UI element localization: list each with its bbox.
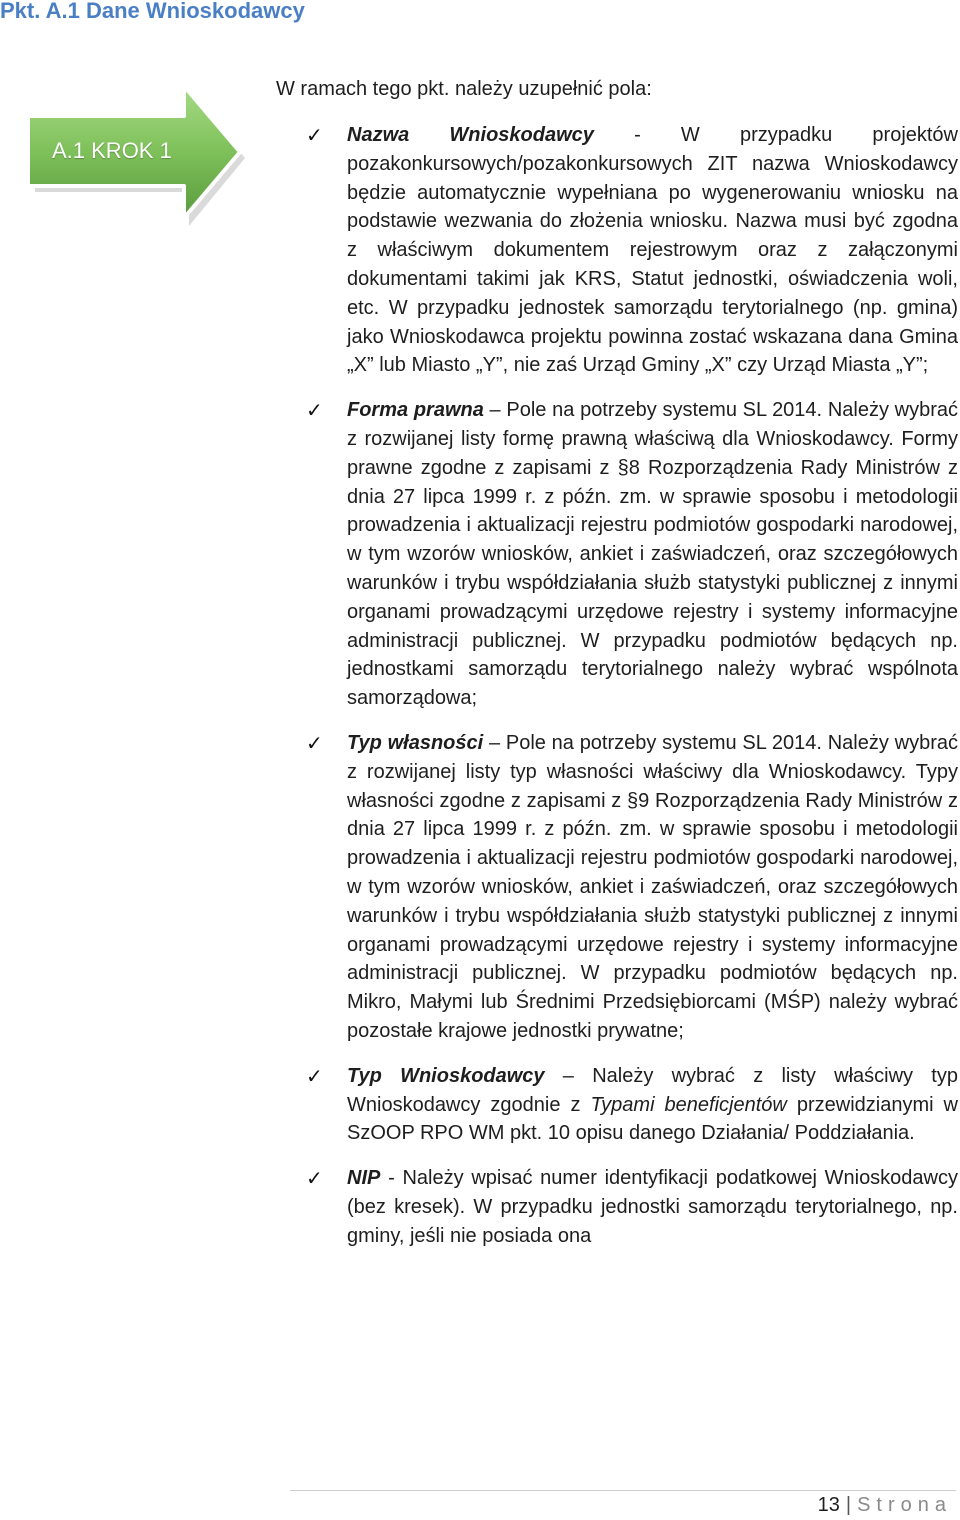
item-text: – Należy wybrać z listy właściwy typ Wnioskodawcy zgodnie z — [347, 1064, 958, 1116]
step-label: A.1 KROK 1 — [52, 138, 172, 163]
list-item — [306, 729, 958, 1046]
item-term: NIP — [347, 1167, 381, 1190]
item-term: Nazwa Wnioskodawcy — [347, 124, 594, 146]
item-text: – Pole na potrzeby systemu SL 2014. Należy wybrać z rozwijanej listy typ własności właściwy dla Wnioskodawcy. Typy własności zgodne z zapisami z §9 Rozporządzenia Rady Ministrów z dnia 27 lipca 1999 r. z późn. zm. w sprawie sposobu i metodologii prowadzenia i aktualizacji rejestru podmiotów gospodarki narodowej, w tym wzorów wniosków, ankiet i zaświadczeń, oraz szczegółowych warunków i trybu współdziałania służb statystyki publicznej z innymi organami prowadzącymi urzędowe rejestry i systemy informacyjne administracji publicznej. W przypadku podmiotów będących np. Mikro, Małymi lub Średnimi Przedsiębiorcami (MŚP) należy wybrać pozostałe krajowe jednostki prywatne; — [347, 731, 958, 1042]
item-text: - W przypadku projektów pozakonkursowych/pozakonkursowych ZIT nazwa Wnioskodawcy będzie automatycznie wypełniana po wygenerowaniu wniosku na podstawie wezwania do złożenia wniosku. Nazwa musi być zgodna z właściwym dokumentem rejestrowym oraz z załączonymi dokumentami takimi jak KRS, Statut jednostki, oświadczenia woli, etc. W przypadku jednostek samorządu terytorialnego (np. gmina) jako Wnioskodawca projektu powinna zostać wskazana dana Gmina „X” lub Miasto „Y”, nie zaś Urząd Gminy „X” czy Urząd Miasta „Y”; — [347, 124, 959, 377]
page-footer — [818, 1494, 952, 1517]
intro-text: W ramach tego pkt. należy uzupełnić pola: — [276, 78, 652, 100]
item-text: - Należy wpisać numer identyfikacji podatkowej Wnioskodawcy (bez kresek). W przypadku jednostki samorządu terytorialnego, np. gminy, jeśli nie posiada ona — [347, 1167, 958, 1247]
section-title: Pkt. A.1 Dane Wnioskodawcy — [0, 0, 305, 23]
field-list — [306, 121, 958, 1250]
list-item — [306, 396, 958, 713]
list-item — [306, 1062, 958, 1148]
check-icon: ✓ — [306, 1166, 323, 1191]
check-icon: ✓ — [306, 730, 323, 755]
footer-separator: | — [845, 1494, 852, 1516]
item-text-after: przewidzianymi w SzOOP RPO WM pkt. 10 opisu danego Działania/ Poddziałania. — [347, 1093, 958, 1145]
item-text-italic: Typami beneficjentów — [590, 1093, 787, 1116]
page-word: Strona — [857, 1494, 952, 1516]
step-arrow — [18, 82, 248, 232]
check-icon: ✓ — [306, 123, 323, 147]
list-item — [306, 121, 958, 380]
footer-divider — [290, 1490, 956, 1491]
item-term: Typ Wnioskodawcy — [347, 1064, 545, 1087]
page-number: 13 — [817, 1494, 840, 1516]
item-term: Forma prawna — [347, 399, 484, 422]
item-text: – Pole na potrzeby systemu SL 2014. Należy wybrać z rozwijanej listy formę prawną właściwą dla Wnioskodawcy. Formy prawne zgodne z zapisami z §8 Rozporządzenia Rady Ministrów z dnia 27 lipca 1999 r. z późn. zm. w sprawie sposobu i metodologii prowadzenia i aktualizacji rejestru podmiotów gospodarki narodowej, w tym wzorów wniosków, ankiet i zaświadczeń, oraz szczegółowych warunków i trybu współdziałania służb statystyki publicznej z innymi organami prowadzącymi urzędowe rejestry i systemy informacyjne administracji publicznej. W przypadku podmiotów będących np. jednostkami samorządu terytorialnego należy wybrać wspólnota samorządowa; — [347, 399, 958, 710]
list-item — [306, 1164, 958, 1250]
check-icon: ✓ — [306, 1063, 323, 1088]
item-term: Typ własności — [347, 731, 484, 754]
check-icon: ✓ — [306, 398, 323, 423]
